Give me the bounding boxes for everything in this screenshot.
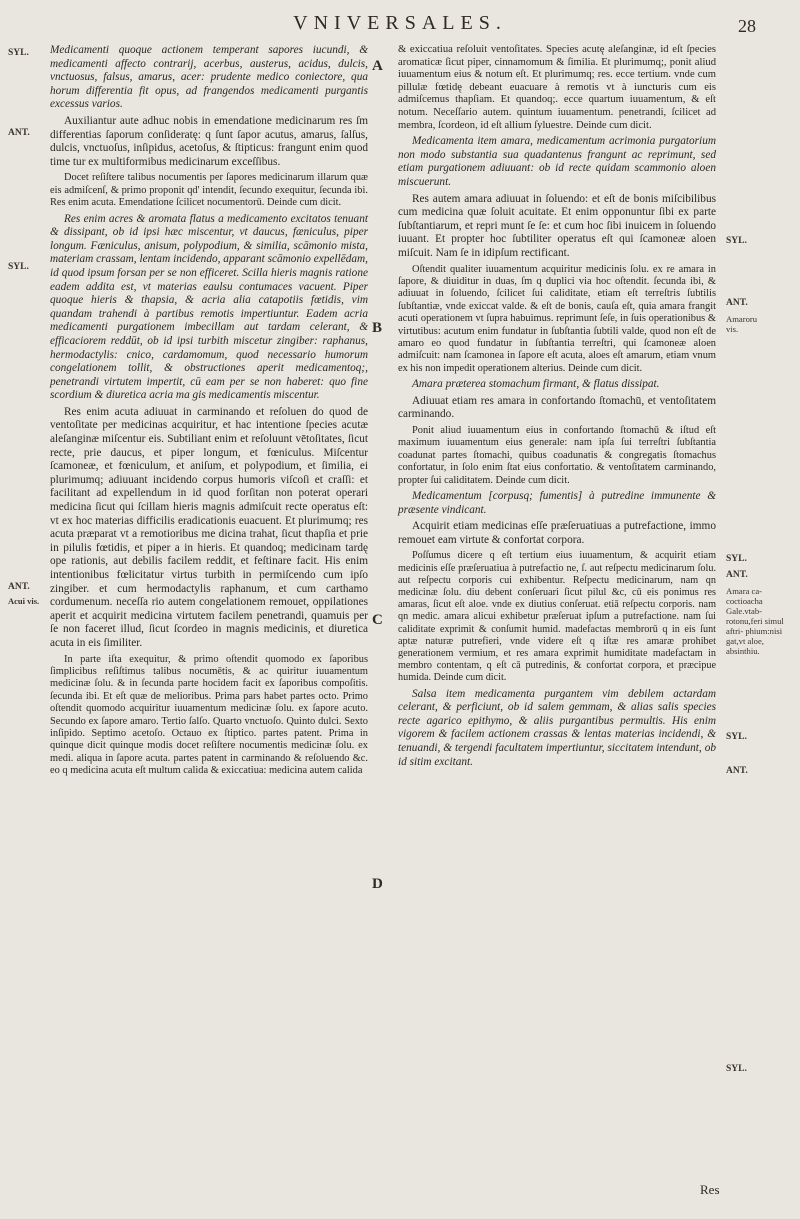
page-number: 28 bbox=[738, 16, 756, 36]
margin-note-amara-gloss: Amara ca- coctioacha Gale.vtab- rotonu,feri simul aftri- phium:nisi gat,vt aloe, absinthiu. bbox=[726, 586, 784, 656]
section-letter: D bbox=[372, 876, 383, 892]
margin-note-acui-vis: Acui vis. bbox=[8, 596, 40, 606]
commentary-paragraph: Medicamenta item amara, medicamentum acrimonia purgatorium non modo substantia sua quadantenus frangunt ac reprimunt, sed etiam purgationem adiuuant: ob id recte quidam scammonio aloen miscuerunt. bbox=[398, 135, 716, 188]
gloss-paragraph: Poſſumus dicere q eſt tertium eius iuuamentum, & acquirit etiam medicinis eſſe præſeruatiua à putrefactio ne, ſ. aut reſpectu medicinarum ſolu. aut reſpectu corporis cui exhibentur. Reſpectu medicinarum, nam qn medicinæ ſolu. diu debent conſeruari ſicut pilul &c, cū eis ponimus res amaras, ſicut eſt aloe. vnde ex diutius conſeruat. etiā reſpectu corporis. nam qn medic. amara alicui exhibetur præſeruat ipſum a putrefactione. nam ſui caliditate exprimit & conſumit humid. madefactas membrorū q in eis ſunt aptæ naturæ putrefieri, vnde videre eſt q iſtæ res amaræ prohibet generationem vermium, et res amara exprimit humiditate madefactam in membro contentam, q eſt cā putredinis, & confortat corpora, et præcipue humida. Deinde cum dicit. bbox=[398, 550, 716, 684]
margin-note-syl: SYL. bbox=[726, 1064, 747, 1074]
margin-note-syl: SYL. bbox=[726, 554, 747, 564]
running-head: VNIVERSALES. bbox=[293, 12, 507, 34]
margin-note-syl: SYL. bbox=[726, 236, 747, 246]
section-letter: B bbox=[372, 320, 383, 336]
commentary-paragraph: Medicamenti quoque actionem temperant sapores iucundi, & medicamenti affecto contrarij, acerbus, austerus, acidus, dulcis, vnctuosus, falsus, amarus, acer: prudente medico coniectore, qua horum differentia fit opus, ad frangendos medicamenti purgantis excessus varios. bbox=[50, 44, 368, 111]
text-paragraph: Res enim acuta adiuuat in carminando et reſoluen do quod de ventoſitate per medicinas acquiritur, et hac intentione ſpecies acutæ aleſanginæ miſcentur eis. Subtiliant enim et reſoluunt vētoſitates, ſicut recte, prie daucus, et piper longum, et fœniculus. Miſcentur ſcamoneæ, et fœniculum, et aniſum, et polypodium, et ſimilia, ei plurimumq; adiuuant incidendo corpus humoris viſcoſi et craſſi: et facilitant ad expellendum in id quod forſitan non poterat operari medicina ſicut qui ſcillam hieris magnis admiſcuit recte operatus eſt: vt ex hoc materias difficilis eradicationis euacuent. Et plurimumq; res acuta præparat vt a remotioribus me dicina trahat, ſicut thapſia et prie in pilulis fœtidis, et piper a in hieris. Et quandoq; medicinam tardę ope rationis, aut debilis facilem reddit, et feſtinare facit. His enim intentionibus fœlicitatur virtus turbith in permiſcendo cum ipſo zingiber. et cum hermodactylis raphanum, et cum carthamo cordumenum. neceſſa rio autem congelationem remouet, oppilationes aperit et acquirit medicina virtutem facilem penetrandi, quamuis per ſe non faceret illud, ſicut ſcordeo in magnis medicinis, et diuretica acuta in eis ſimiliter. bbox=[50, 405, 368, 649]
left-column bbox=[50, 44, 368, 781]
text-paragraph: Adiuuat etiam res amara in confortando ſtomachū, et ventoſitatem carminando. bbox=[398, 394, 716, 421]
gloss-paragraph: Oſtendit qualiter iuuamentum acquiritur medicinis ſolu. ex re amara in ſapore, & diuiditur in duas, ſm q duplici via hoc oſtendit. ſecunda ibi, & adiuuat in ſoluendo, ſcilicet ſui caliditate, etiam eſt terreſtris ſubtilis ſubſtantiæ, vnde exiccat valde. & eſt de bonis, cauſa eſt, quia amara frangit acuti operationem vt ſupra habuimus. reprimunt ſeſe, in ſuis operationibus & virtutibus: acutum enim fundatur in ſubſtantia ſubtili valde, quod non eſt de amaro eo quod fundatur in ſubſtantia terreſtri, qui ſcamoneæ aloen admiſcuit: nam ſcamonea in ſapore eſt acuta, aloes eſt amarum, etiam vnum ex his non impedit operationem alterius. Deinde cum dicit. bbox=[398, 263, 716, 374]
margin-note-ant: ANT. bbox=[8, 582, 30, 592]
margin-note-syl: SYL. bbox=[726, 732, 747, 742]
section-letter: A bbox=[372, 58, 383, 74]
commentary-paragraph: Res enim acres & aromata flatus a medicamento excitatos tenuant & dissipant, ob id ipsi hæc miscentur, vt daucus, fæniculus, piper longum. Fæniculus, anisum, polypodium, & similia, scāmonio mista, materiam crassam, lentam incidendo, apparant scāmonio expellēdam, id quod ipsum forsan per se non efficeret. Scilla hieris magnis ratione eadem addita est, vt materias eaulsu contumaces vacuent. Piper quoque hieris & thapsia, & acria alia catapotiis fœtidis, vim quandam trahendi à partibus remotis impertiuntur. Eadem acria medicamenti purgationem imbecillam aut tardam celerant, & efficaciorem reddūt, ob id ipsi turbith miscetur zingiber: raphanus, hermodactylis: cnico, cardamomum, quod necessario humorum congelationem tollit, & obstructiones aperit medicamentoq;, penetrandi virtutem impertit, cū eam per se non haberet: quo fine scordium & diuretica acria ma gis medicamentis miscentur. bbox=[50, 212, 368, 402]
gloss-paragraph: & exiccatiua reſoluit ventoſitates. Species acutę aleſanginæ, id eſt ſpecies aromaticæ ſicut piper, cinnamomum & ſimilia. Et plurimumq;, ponit aliud iuuamentum eius & notum eſt. Et plurimumq; res. ecce tertium. vnde cum pillulæ fœtidę debeant euacuare à remotis vt à iuncturis cum eis admiſcemus thapſiam. Et quandoq;. ecce quartum iuuamentum, & eſt notum. Neceſſario autem. quintum iuuamentum. penetrandi, ſcilicet ad membra, ſcordeon, id eſt allium ſyluestre. Deinde cum dicit. bbox=[398, 44, 716, 131]
gloss-paragraph: In parte iſta exequitur, & primo oſtendit quomodo ex ſaporibus ſimplicibus reſiſtimus talibus nocumētis, & ac quiritur iuuamentum medicinæ ſolu. & in ſecunda parte hocidem facit ex ſaporibus compoſitis. ſecunda ibi. Et eſt quæ de melioribus. Prima pars habet partes octo. Primo oſtendit quomodo acquiritur iuuamentum medicinæ ſolu. ex ſapore acuto. Secundo ex ſapore amaro. Tertio ſalſo. Quarto vnctuoſo. Quinto dulci. Sexto inſipido. Septimo acetoſo. Octauo ex ſtiptico. partes patent. Prima in quinque dicit quinque modis docet reſiſtere nocumentis medicinæ ſolu. ex medi. aliqua in ſapore acuta. partes patent in carminando & reſoluendo &c. eo q medicina acuta eſt multum calida & exiccatiua: medicina autem calida bbox=[50, 653, 368, 777]
commentary-paragraph: Medicamentum [corpusq; fumentis] à putredine immunente & præsente vindicant. bbox=[398, 489, 716, 516]
margin-note-syl: SYL. bbox=[8, 48, 29, 58]
margin-note-ant: ANT. bbox=[726, 766, 748, 776]
margin-note-amarorum-vis: Amaroru vis. bbox=[726, 314, 758, 334]
commentary-paragraph: Amara præterea stomachum firmant, & flatus dissipat. bbox=[412, 378, 660, 391]
right-column bbox=[398, 44, 716, 772]
gloss-paragraph: Ponit aliud iuuamentum eius in confortando ſtomachū & iſtud eſt maximum iuuamentum eius generale: nam ipſa ſui terreſtri ſubſtantia coadunat partes ſtomachi, quibus coadunatis & congregatis ſtomachus confortatur, in ſolo enim ſtat eius confortatio. & ventoſitatem carminando, propter ſui caliditatem. Deinde cum dicit. bbox=[398, 424, 716, 486]
commentary-paragraph: Salsa item medicamenta purgantem vim debilem actardam celerant, & perficiunt, ob id salem gemmam, & alias salis species recte agarico epithymo, & aliis purgantibus permultis. His enim vigorem & facilem actionem crassas & lentas materias incidendi, & tenuandi, & tergendi facultatem impertiuntur, siccitatem intendunt, ob id sitim excitant. bbox=[398, 687, 716, 768]
margin-note-ant: ANT. bbox=[8, 128, 30, 138]
margin-note-ant: ANT. bbox=[726, 298, 748, 308]
margin-note-syl: SYL. bbox=[8, 262, 29, 272]
gloss-paragraph: Docet reſiſtere talibus nocumentis per ſapores medicinarum illarum quæ eis admiſcenſ, & primo proponit qd' intendit, ſecundo exequitur, ſecunda ibi. Res enim acuta. Emendatione ſcilicet nocumentorū. Deinde cum dicit. bbox=[50, 172, 368, 209]
margin-note-ant: ANT. bbox=[726, 570, 748, 580]
text-paragraph: Auxiliantur aute adhuc nobis in emendatione medicinarum res ſm differentias ſaporum conſideratę: q ſunt ſapor acutus, amarus, ſalſus, dulcis, vnctuoſus, inſipidus, acetoſus, & ſtipticus: frangunt enim quod time tur ex multiformibus medicinarum exceſſibus. bbox=[50, 114, 368, 168]
section-letter: C bbox=[372, 612, 383, 628]
catchword: Res bbox=[700, 1182, 720, 1197]
text-paragraph: Res autem amara adiuuat in ſoluendo: et eſt de bonis miſcibilibus cum medicina quæ ſoluit acuitate. Et enim opponuntur ſibi ex parte ſubſtantiarum, et repri munt ſe ſe: et cum hoc ſibi inuicem in ſoluendo iuuant. Et propter hoc ſubtiliter operatus eſt qui ſcamoneæ aloen miſcuit. Nam ſe in idipſum rectificant. bbox=[398, 192, 716, 259]
text-paragraph: Acquirit etiam medicinas eſſe præſeruatiuas a putrefactione, immo remouet eam virtute & confortat corpora. bbox=[398, 520, 716, 546]
